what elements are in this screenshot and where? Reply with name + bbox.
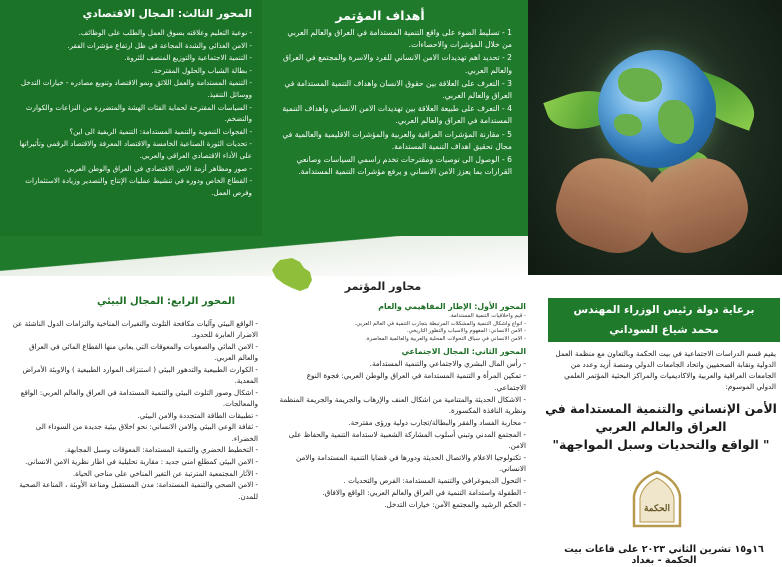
axis4-title: المحور الرابع: المجال البيئي xyxy=(96,296,236,307)
axis3-item: - التنمية المستدامة والعمل اللائق ونمو الاقتصاد وتنويع مصادره - خيارات التدخل ووسائل التنفيذ. xyxy=(20,78,252,99)
axis3-title: المحور الثالث: المجال الاقتصادي xyxy=(82,8,252,20)
axis4-item: - الامن الصحي والتنمية المستدامة: مدن المستقبل ومناعة الأوبئة ، المناعة الصحية للمدن. xyxy=(19,480,258,501)
axis3-list xyxy=(8,27,252,199)
fold-wedge xyxy=(0,236,528,276)
axis4-item: - الآثار المجتمعية المترتبة عن التغير المناخي على مناحي الحياة. xyxy=(72,468,258,478)
axis2-item: - الطفولة واستدامة التنمية في العراق والعالم العربي: الواقع والافاق. xyxy=(322,488,526,498)
axis1-item: - انواع واشكال التنمية والمشكلات المرتبطة بتجارب التنمية في العالم العربي. xyxy=(354,320,526,327)
axis3-item: - التنمية الاجتماعية والتوزيع المنصف للثروة. xyxy=(124,53,252,63)
intro-text: يقيم قسم الدراسات الاجتماعية في بيت الحكمة وبالتعاون مع منظمة العمل الدولية ونقابة الصحفيين واتحاد الجامعات الدولي ومنصة أريد وعدد من الجامعات العراقية والعربية والاكاديميات والمراكز البحثية المؤتمر العلمي الدولي الموسوم: xyxy=(555,349,776,391)
axis3-item: - تحديات الثورة الصناعية الخامسة والاقتصاد المعرفة والاقتصاد الرقمي وتأثيراتها على الأداء الاقتصادي العراقي والعربي. xyxy=(19,139,252,160)
axis3-item: - القطاع الخاص ودوره في تنشيط عمليات الإنتاج والتصدير وزيادة الاستثمارات وفرص العمل. xyxy=(25,176,252,197)
axis4-item: - اشكال وصور التلوث البيئي والتنمية المستدامة في العراق والعالم العربي: الواقع والمعالجات. xyxy=(20,387,258,408)
goal-item: 4 - التعرف على طبيعة العلاقة بين تهديدات الامن الانساني واهداف التنمية المستدامة في العراق والعالم العربي. xyxy=(282,104,512,126)
axis1-item: - قيم واخلاقيات التنمية المستدامة. xyxy=(449,313,526,319)
axis4-list xyxy=(8,318,258,502)
conference-title xyxy=(540,400,782,454)
goal-item: 5 - مقارنة المؤشرات العراقية والعربية والمؤشرات الاقليمية والعالمية في مجال تحقيق اهداف التنمية المستدامة. xyxy=(282,129,512,151)
axis3-item: - نوعية التعليم وعلاقته بسوق العمل والطلب على الوظائف. xyxy=(78,28,252,37)
axis4-item: - التخطيط الحضري والتنمية المستدامة: المعوقات وسبل المجابهة. xyxy=(64,445,258,455)
conference-title-line1: الأمن الإنساني والتنمية المستدامة في xyxy=(545,401,777,416)
axis3-item: - بطالة الشباب والحلول المقترحة. xyxy=(151,65,252,75)
axis2-item: - الاشكال الحديثة والمتنامية من اشكال العنف والإرهاب والجريمة والجريمة المنظمة ونظرية النافذة المكسورة. xyxy=(279,394,526,415)
axis1-item: - الامن الانساني: المفهوم والاسباب والتطور التاريخي. xyxy=(406,328,526,335)
axis3-item: - صور ومظاهر أزمة الامن الاقتصادي في العراق والوطن العربي. xyxy=(64,163,252,173)
axis1-list xyxy=(274,313,526,343)
axis2-item: - الحكم الرشيد والمجتمع الآمن: خيارات التدخل. xyxy=(384,500,526,510)
goal-item: 2 - تحديد اهم تهديدات الامن الانساني للفرد والاسرة والمجتمع في العراق والعالم العربي. xyxy=(283,53,512,75)
axis2-title: المحور الثاني: المجال الاجتماعي xyxy=(401,347,526,357)
globe-icon xyxy=(598,50,716,168)
conference-title-line2: العراق والعالم العربي xyxy=(595,419,727,434)
axis1-title: المحور الأول: الإطار المفاهيمي والعام xyxy=(378,302,526,311)
bayt-al-hikma-logo xyxy=(628,470,686,532)
axis2-list xyxy=(274,358,526,510)
axis2-item: - تمكين المرأة و التنمية المستدامة في العراق والوطن العربي: فجوة النوع الاجتماعي. xyxy=(306,371,526,392)
axis2-item: - تكنولوجيا الاعلام والاتصال الحديثة ودورها في قضايا التنمية المستدامة والامن الانساني. xyxy=(295,453,526,474)
axis3-item: - الامن الغذائي والشدة المجاعة في ظل ارتفاع مؤشرات الفقر. xyxy=(67,40,252,50)
patron-line2: محمد شياع السوداني xyxy=(609,324,719,336)
goals-list xyxy=(276,27,512,179)
axis4-item: - الواقع البيئي وآليات مكافحة التلوث والتغيرات المناخية والتزامات الدول الناشئة عن الاضرار العابرة للحدود. xyxy=(12,319,258,340)
axis3-item: - الفجوات التنموية والتنمية المستدامة: التنمية الريفية الى اين؟ xyxy=(69,126,252,136)
axis1-item: - الامن الانساني في سياق التحولات المحلية والعربية والعالمية المعاصرة. xyxy=(365,336,526,343)
patron-banner xyxy=(548,298,780,342)
axis3-item: - السياسات المقترحة لحماية الفئات الهشة والمتضررة من النزاعات والكوارث والتضخم. xyxy=(25,102,252,124)
date-venue: ١٦و١٥ تشرين الثاني ٢٠٢٣ على قاعات بيت الحكمة - بغداد xyxy=(564,544,764,566)
axes-heading: محاور المؤتمر xyxy=(344,280,422,293)
logo-text: الحكمة xyxy=(643,504,671,514)
goal-item: 3 - التعرف على العلاقة بين حقوق الانسان واهداف التنمية المستدامة في العراق والعالم العربي. xyxy=(284,78,512,101)
axis4-item: - الكوارث الطبيعية والتدهور البيئي ( استنزاف الموارد الطبيعية ) والاوبئة الأمراض المعدية. xyxy=(22,364,258,386)
axis4-item: - الامن المائي والصعوبات والمعوقات التي يعاني منها القطاع المائي في العراق والعالم العربي. xyxy=(29,341,258,363)
conference-title-line3: " الواقع والتحديات وسبل المواجهة" xyxy=(552,437,770,452)
axis2-item: - محاربة الفساد والفقر والبطالة/تجارب دولية ورؤى مقترحة. xyxy=(348,417,526,427)
iraq-map-icon xyxy=(270,258,314,292)
axis4-item: - تطبيقات الطاقة المتجددة والامن البيئي. xyxy=(137,410,258,420)
goals-title: أهداف المؤتمر xyxy=(335,8,425,23)
axis4-item: - ثقافة الوعي البيئي والامن الانساني: نحو اخلاق بيئية جديدة من السوداء الى الخضراء. xyxy=(35,422,258,443)
goal-item: 1 - تسليط الضوء على واقع التنمية المستدامة في العراق والعالم العربي من خلال المؤشرات والاحصاءات. xyxy=(287,28,512,50)
axes-1-2-column xyxy=(274,300,526,511)
axis4-item: - الامن البيئي كمطلع امني جديد : مقاربة تحليلية في اطار نظرية الامن الانساني. xyxy=(25,456,258,466)
axis2-item: - المجتمع المدني وتبني أسلوب المشاركة الشعبية لاستدامة التنمية والحفاظ على الامن. xyxy=(288,429,526,451)
axis2-item: - التحول الديموغرافي والتنمية المستدامة: الفرص والتحديات . xyxy=(343,476,526,486)
goal-item: 6 - الوصول الى توصيات ومقترحات تخدم راسمي السياسات وصانعي القرارات بما يعزز الامن الانساني و يرفع مؤشرات التنمية المستدامة. xyxy=(296,155,512,177)
patron-line1: برعاية دولة رئيس الوزراء المهندس xyxy=(573,304,755,316)
axis2-item: - رأس المال البشري والاجتماعي والتنمية المستدامة. xyxy=(369,359,526,369)
